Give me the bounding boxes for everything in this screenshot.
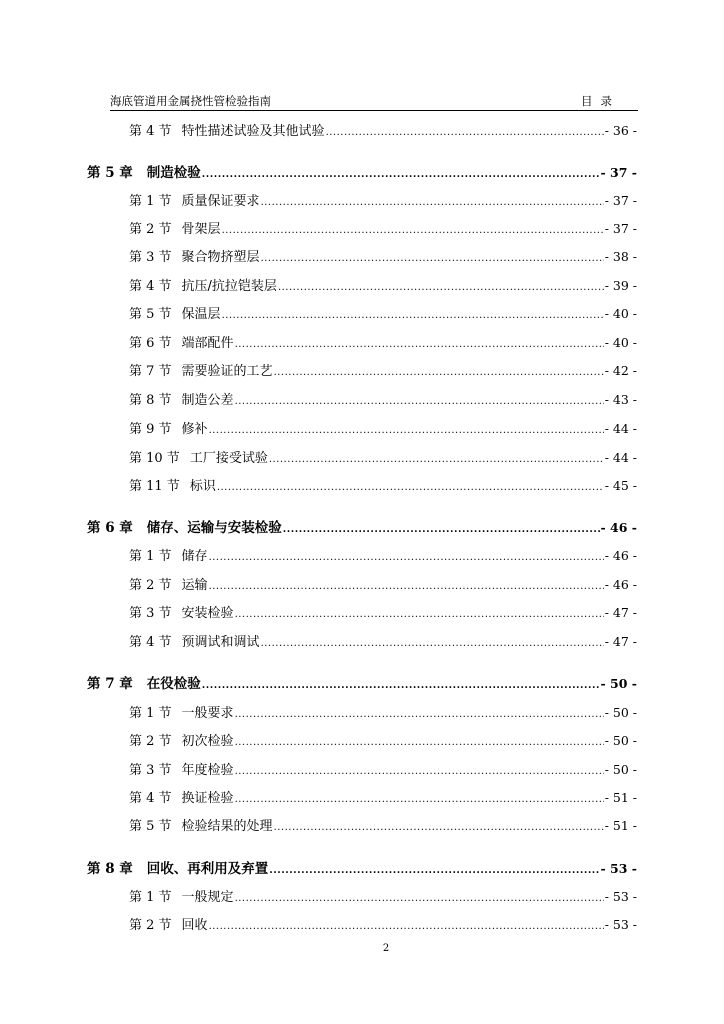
entry-number: 第 5 节 xyxy=(129,307,172,322)
entry-number: 第 1 节 xyxy=(129,890,172,905)
entry-number: 第 9 节 xyxy=(129,422,172,437)
entry-number: 第 2 节 xyxy=(129,578,172,593)
toc-entry-section[interactable] xyxy=(129,304,637,324)
entry-page: - 40 - xyxy=(604,335,637,350)
entry-page: - 38 - xyxy=(604,249,637,264)
dot-leader xyxy=(235,605,604,625)
entry-title: 检验结果的处理 xyxy=(181,819,273,834)
entry-page: - 43 - xyxy=(604,392,637,407)
entry-title: 年度检验 xyxy=(181,763,234,778)
entry-number: 第 11 节 xyxy=(129,479,180,494)
toc-entry-section[interactable] xyxy=(129,816,637,836)
dot-leader xyxy=(261,634,604,654)
dot-leader xyxy=(209,917,604,937)
entry-number: 第 7 章 xyxy=(87,676,133,692)
toc-entry-section[interactable] xyxy=(129,703,637,723)
dot-leader xyxy=(222,306,604,326)
entry-title: 需要验证的工艺 xyxy=(181,364,273,379)
entry-page: - 53 - xyxy=(604,889,637,904)
entry-page: - 50 - xyxy=(604,762,637,777)
entry-title: 制造公差 xyxy=(181,393,234,408)
entry-number: 第 4 节 xyxy=(129,635,172,650)
toc-entry-section[interactable] xyxy=(129,419,637,439)
entry-title: 特性描述试验及其他试验 xyxy=(181,124,325,139)
entry-number: 第 4 节 xyxy=(129,791,172,806)
entry-number: 第 5 章 xyxy=(87,165,133,181)
dot-leader xyxy=(222,221,604,241)
entry-title: 预调试和调试 xyxy=(181,635,260,650)
entry-title: 安装检验 xyxy=(181,606,234,621)
entry-page: - 51 - xyxy=(604,790,637,805)
entry-number: 第 3 节 xyxy=(129,763,172,778)
entry-title: 换证检验 xyxy=(181,791,234,806)
entry-page: - 47 - xyxy=(604,605,637,620)
entry-page: - 44 - xyxy=(604,450,637,465)
entry-page: - 53 - xyxy=(600,861,637,876)
entry-page: - 46 - xyxy=(604,548,637,563)
toc-entry-section[interactable] xyxy=(129,333,637,353)
dot-leader xyxy=(283,520,600,540)
entry-number: 第 2 节 xyxy=(129,734,172,749)
entry-page: - 37 - xyxy=(604,221,637,236)
dot-leader xyxy=(209,421,604,441)
entry-page: - 37 - xyxy=(600,165,637,180)
toc-entry-chapter[interactable] xyxy=(87,674,637,694)
entry-title: 骨架层 xyxy=(181,222,221,237)
entry-page: - 36 - xyxy=(604,123,637,138)
dot-leader xyxy=(235,889,604,909)
dot-leader xyxy=(261,249,604,269)
toc-entry-section[interactable] xyxy=(129,915,637,935)
toc-entry-section[interactable] xyxy=(129,575,637,595)
header-document-title: 海底管道用金属挠性管检验指南 xyxy=(110,94,271,108)
entry-page: - 40 - xyxy=(604,306,637,321)
entry-number: 第 1 节 xyxy=(129,194,172,209)
dot-leader xyxy=(235,705,604,725)
toc-entry-section[interactable] xyxy=(129,760,637,780)
entry-number: 第 1 节 xyxy=(129,706,172,721)
entry-number: 第 7 节 xyxy=(129,364,172,379)
dot-leader xyxy=(217,478,604,498)
entry-page: - 42 - xyxy=(604,363,637,378)
entry-title: 端部配件 xyxy=(181,336,234,351)
entry-title: 修补 xyxy=(181,422,208,437)
entry-number: 第 8 章 xyxy=(87,861,133,877)
entry-title: 初次检验 xyxy=(181,734,234,749)
entry-title: 回收、再利用及弃置 xyxy=(146,861,269,877)
toc-entry-section[interactable] xyxy=(129,448,637,468)
dot-leader xyxy=(269,450,604,470)
toc-entry-section[interactable] xyxy=(129,361,637,381)
toc-entry-section[interactable] xyxy=(129,219,637,239)
entry-number: 第 4 节 xyxy=(129,279,172,294)
toc-entry-section[interactable] xyxy=(129,546,637,566)
entry-page: - 50 - xyxy=(604,705,637,720)
entry-title: 制造检验 xyxy=(146,165,201,181)
toc-entry-section[interactable] xyxy=(129,121,637,141)
toc-entry-section[interactable] xyxy=(129,788,637,808)
entry-title: 一般要求 xyxy=(181,706,234,721)
dot-leader xyxy=(274,363,604,383)
entry-title: 一般规定 xyxy=(181,890,234,905)
entry-number: 第 4 节 xyxy=(129,124,172,139)
dot-leader xyxy=(235,762,604,782)
entry-number: 第 3 节 xyxy=(129,606,172,621)
toc-entry-section[interactable] xyxy=(129,476,637,496)
entry-number: 第 6 节 xyxy=(129,336,172,351)
dot-leader xyxy=(235,733,604,753)
toc-entry-chapter[interactable] xyxy=(87,518,637,538)
entry-title: 标识 xyxy=(189,479,216,494)
toc-entry-section[interactable] xyxy=(129,390,637,410)
toc-entry-section[interactable] xyxy=(129,276,637,296)
entry-number: 第 2 节 xyxy=(129,918,172,933)
entry-title: 抗压/抗拉铠装层 xyxy=(181,279,277,294)
entry-number: 第 8 节 xyxy=(129,393,172,408)
entry-number: 第 1 节 xyxy=(129,549,172,564)
dot-leader xyxy=(209,577,604,597)
dot-leader xyxy=(209,548,604,568)
toc-entry-section[interactable] xyxy=(129,632,637,652)
dot-leader xyxy=(202,165,600,185)
toc-entry-section[interactable] xyxy=(129,603,637,623)
entry-page: - 47 - xyxy=(604,634,637,649)
toc-entry-section[interactable] xyxy=(129,247,637,267)
entry-number: 第 10 节 xyxy=(129,451,180,466)
toc-entry-section[interactable] xyxy=(129,731,637,751)
entry-number: 第 5 节 xyxy=(129,819,172,834)
toc-entry-section[interactable] xyxy=(129,191,637,211)
entry-title: 储存、运输与安装检验 xyxy=(146,520,282,536)
page-number: 2 xyxy=(382,943,390,954)
dot-leader xyxy=(274,818,604,838)
dot-leader xyxy=(235,790,604,810)
toc-entry-chapter[interactable] xyxy=(87,163,637,183)
dot-leader xyxy=(278,278,604,298)
entry-page: - 39 - xyxy=(604,278,637,293)
entry-page: - 50 - xyxy=(600,676,637,691)
entry-number: 第 6 章 xyxy=(87,520,133,536)
entry-title: 工厂接受试验 xyxy=(189,451,268,466)
toc-entry-chapter[interactable] xyxy=(87,859,637,879)
entry-title: 聚合物挤塑层 xyxy=(181,250,260,265)
entry-page: - 50 - xyxy=(604,733,637,748)
entry-page: - 46 - xyxy=(600,520,637,535)
entry-page: - 51 - xyxy=(604,818,637,833)
entry-page: - 45 - xyxy=(604,478,637,493)
entry-title: 回收 xyxy=(181,918,208,933)
entry-number: 第 3 节 xyxy=(129,250,172,265)
dot-leader xyxy=(269,861,599,881)
entry-title: 运输 xyxy=(181,578,208,593)
dot-leader xyxy=(326,123,604,143)
entry-title: 保温层 xyxy=(181,307,221,322)
toc-entry-section[interactable] xyxy=(129,887,637,907)
entry-page: - 53 - xyxy=(604,917,637,932)
dot-leader xyxy=(261,193,604,213)
header-section-title: 目录 xyxy=(581,94,620,108)
dot-leader xyxy=(202,676,600,696)
entry-title: 储存 xyxy=(181,549,208,564)
entry-page: - 44 - xyxy=(604,421,637,436)
entry-page: - 37 - xyxy=(604,193,637,208)
entry-title: 在役检验 xyxy=(146,676,201,692)
entry-title: 质量保证要求 xyxy=(181,194,260,209)
entry-page: - 46 - xyxy=(604,577,637,592)
entry-number: 第 2 节 xyxy=(129,222,172,237)
dot-leader xyxy=(235,392,604,412)
dot-leader xyxy=(235,335,604,355)
